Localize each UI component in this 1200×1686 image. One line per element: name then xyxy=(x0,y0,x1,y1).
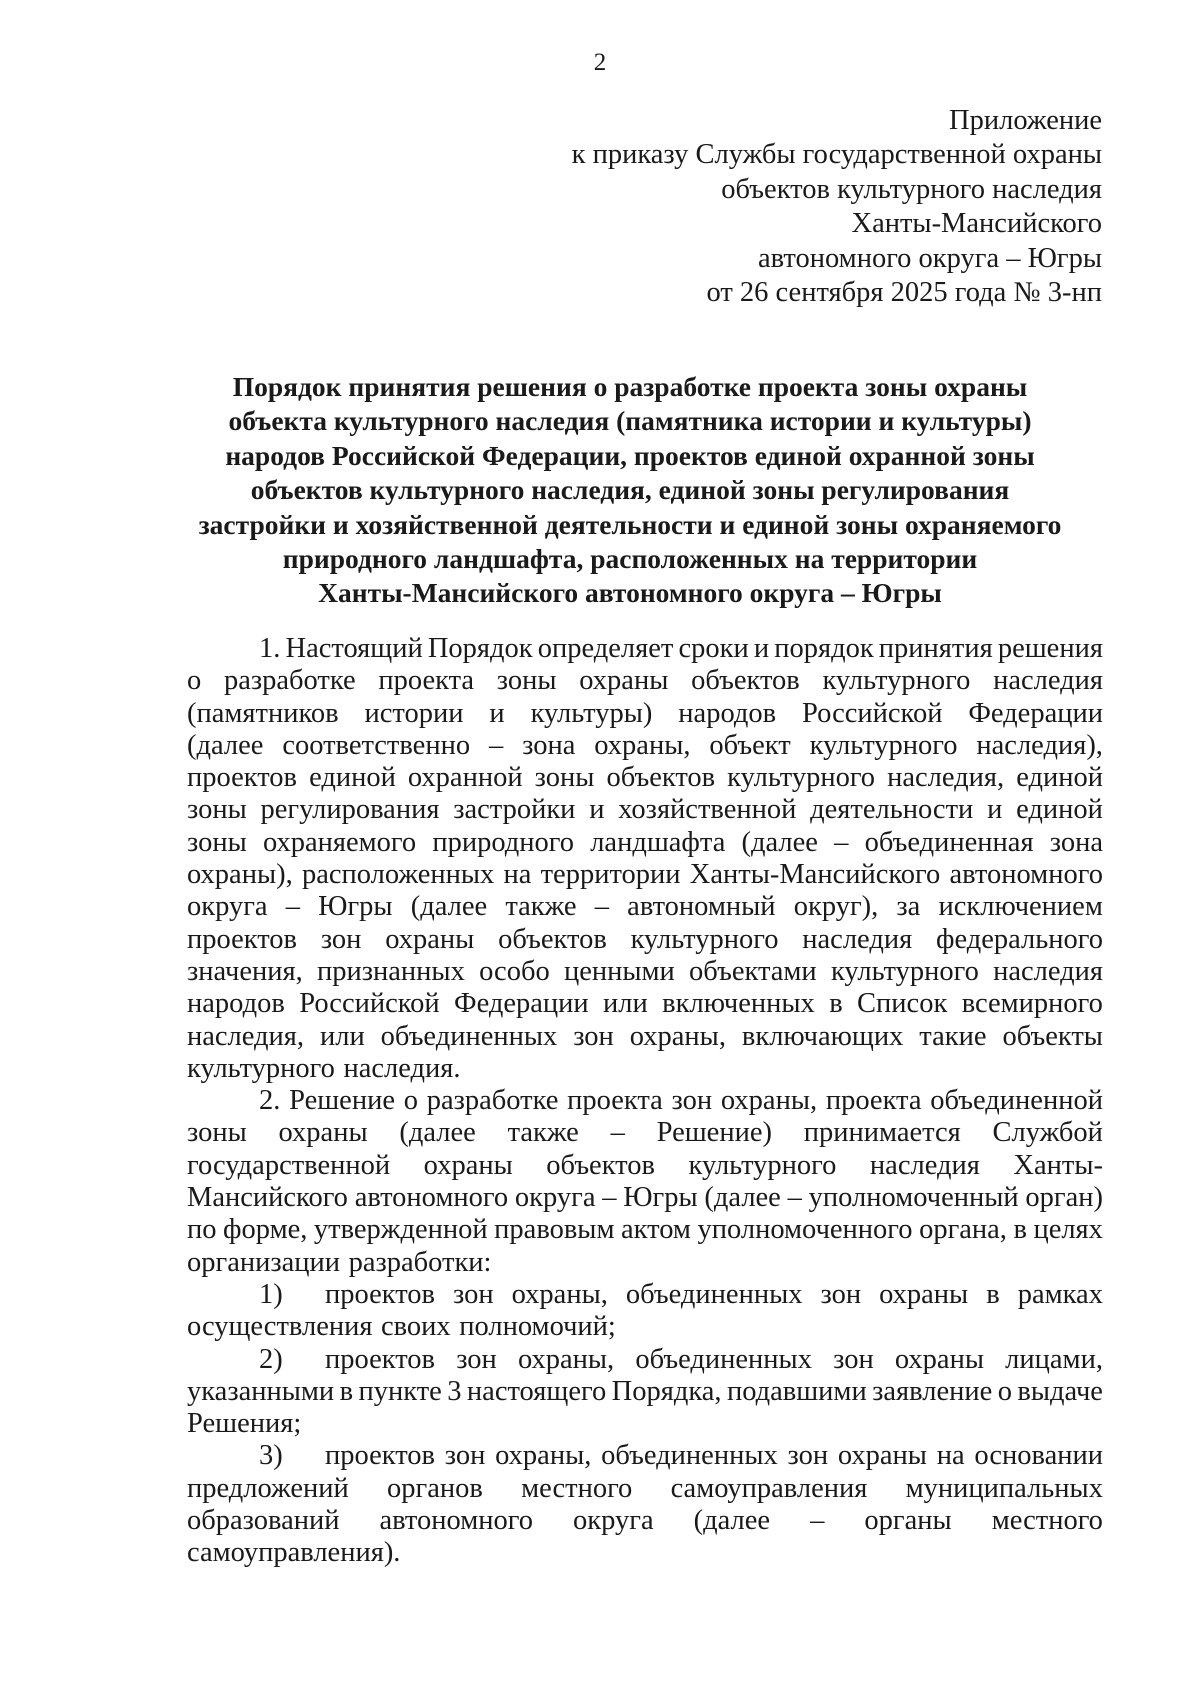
word: зон xyxy=(456,1343,497,1375)
word: объединенная xyxy=(864,826,1034,858)
word: деятельности xyxy=(810,794,974,826)
word: проекта xyxy=(567,1085,663,1117)
word: объектов xyxy=(546,1149,655,1181)
word: культурного xyxy=(727,762,876,794)
word: объединенных xyxy=(380,1020,558,1052)
paragraph-1 xyxy=(187,633,1103,1085)
word: о xyxy=(997,1375,1012,1407)
word: Федерации xyxy=(968,697,1103,729)
word: наследия), xyxy=(976,729,1103,761)
word: округ), xyxy=(793,891,879,923)
list-item-first-line xyxy=(187,1344,1103,1376)
word: разработки: xyxy=(348,1246,492,1278)
word: проектов xyxy=(187,923,298,955)
word: ценными xyxy=(563,955,675,987)
list-item-number: 2) xyxy=(259,1343,283,1375)
word: Решение xyxy=(289,1085,395,1117)
word: (далее xyxy=(399,1117,476,1149)
text-line xyxy=(187,1408,1103,1440)
title-line: природного ландшафта, расположенных на территории xyxy=(282,542,978,574)
word: Решение) xyxy=(656,1117,772,1149)
word: за xyxy=(896,891,921,923)
word: Порядок xyxy=(427,633,533,664)
word: принятия xyxy=(878,633,993,664)
word: – xyxy=(594,891,609,923)
word: местного xyxy=(991,1505,1103,1537)
word: зон xyxy=(320,923,362,955)
word: Федерации xyxy=(454,988,589,1020)
word: Список xyxy=(857,988,948,1020)
word: 3 xyxy=(447,1375,462,1407)
word: утвержденной xyxy=(313,1214,488,1246)
list-item-number: 3) xyxy=(259,1440,283,1472)
word: Порядка, xyxy=(611,1375,722,1407)
word: и xyxy=(489,697,505,729)
word: 2. xyxy=(259,1085,281,1117)
word: Мансийского xyxy=(187,1182,348,1214)
word: объединенной xyxy=(930,1085,1103,1117)
word: охраны xyxy=(423,1149,513,1181)
word: зоны xyxy=(534,762,595,794)
appendix-line: Приложение xyxy=(949,105,1102,136)
word: наследия xyxy=(869,1149,980,1181)
text-line xyxy=(187,698,1103,730)
word: охраны xyxy=(837,1440,927,1472)
word: и xyxy=(753,633,770,664)
word: единой xyxy=(1016,762,1103,794)
word: застройки xyxy=(453,794,576,826)
word: включающих xyxy=(741,1020,904,1052)
title-line: объекта культурного наследия (памятника истории и культуры) xyxy=(228,405,1032,437)
word: зоны xyxy=(187,826,247,858)
word: о xyxy=(187,665,202,697)
word: зон xyxy=(833,1343,874,1375)
word: культурного xyxy=(630,923,779,955)
text-line xyxy=(187,1021,1103,1053)
word: принимается xyxy=(803,1117,961,1149)
word: особо xyxy=(479,955,550,987)
word: органа, xyxy=(919,1214,1007,1246)
word: ландшафта xyxy=(590,826,726,858)
word: пункте xyxy=(358,1375,442,1407)
list-item-first-line xyxy=(187,1440,1103,1472)
word: наследия xyxy=(993,665,1103,697)
appendix-line: автономного округа – Югры xyxy=(757,242,1102,274)
word: в xyxy=(1013,1214,1027,1246)
text-line xyxy=(187,633,1103,665)
word: организации xyxy=(187,1246,341,1278)
word: и xyxy=(589,794,605,826)
word: – xyxy=(285,891,300,923)
word: уполномоченный xyxy=(808,1182,1019,1214)
text-line xyxy=(187,1214,1103,1246)
word: зона xyxy=(522,729,576,761)
word: решения xyxy=(997,633,1103,664)
list-item-3 xyxy=(187,1440,1103,1569)
word: включенных xyxy=(662,988,815,1020)
word: самоуправления). xyxy=(187,1537,401,1569)
word: объекты xyxy=(1002,1020,1103,1052)
word: объектов xyxy=(606,762,716,794)
word: форме, xyxy=(223,1214,308,1246)
text-line xyxy=(187,1473,1103,1505)
title-line: объектов культурного наследия, единой зоны регулирования xyxy=(250,474,1010,506)
text-line xyxy=(187,1376,1103,1408)
word: автономный xyxy=(627,891,776,923)
word: (памятников xyxy=(187,697,339,729)
word: (далее xyxy=(741,826,818,858)
word: Российской xyxy=(299,988,440,1020)
word: и xyxy=(987,794,1003,826)
word: охраняемого xyxy=(262,826,417,858)
word: о xyxy=(403,1085,418,1117)
word: зоны xyxy=(496,665,557,697)
title-line: Ханты-Мансийского автономного округа – Югры xyxy=(318,577,942,609)
word: наследия, xyxy=(187,1020,305,1052)
word: территории xyxy=(540,859,681,891)
word: Ханты-Мансийского xyxy=(689,859,941,891)
word: регулирования xyxy=(260,794,440,826)
word: зона xyxy=(1049,826,1103,858)
word: 1. xyxy=(259,633,281,664)
word: охраны, xyxy=(511,1278,608,1310)
text-line xyxy=(187,827,1103,859)
word: органы xyxy=(864,1505,952,1537)
word: охраны xyxy=(894,1343,984,1375)
word: хозяйственной xyxy=(618,794,797,826)
word: местного xyxy=(521,1472,633,1504)
text-line xyxy=(187,1505,1103,1537)
word: также xyxy=(507,1117,579,1149)
title-line: застройки и хозяйственной деятельности и единой зоны охраняемого xyxy=(198,508,1062,540)
word: объект xyxy=(709,729,791,761)
word: признанных xyxy=(317,955,465,987)
word: в xyxy=(829,988,843,1020)
word: (далее xyxy=(410,891,488,923)
word: на xyxy=(936,1440,965,1472)
word: значения, xyxy=(187,955,303,987)
word: государственной xyxy=(187,1149,391,1181)
text-line xyxy=(187,1247,1103,1279)
word: единой xyxy=(309,762,396,794)
page-number: 2 xyxy=(593,49,607,76)
word: охраны, xyxy=(517,1343,615,1375)
word: – xyxy=(810,1505,825,1537)
word: зон xyxy=(787,1440,829,1472)
word: проектов xyxy=(325,1278,436,1310)
text-line xyxy=(187,1311,1103,1343)
appendix-header xyxy=(572,104,1102,310)
text-line xyxy=(187,665,1103,697)
word: выдаче xyxy=(1017,1375,1103,1407)
word: проектов xyxy=(187,762,298,794)
word: рамках xyxy=(1017,1278,1103,1310)
word: расположенных xyxy=(301,859,495,891)
word: автономного xyxy=(949,859,1103,891)
word: культурного xyxy=(187,1052,335,1084)
word: объектов xyxy=(691,665,800,697)
word: Службой xyxy=(992,1117,1103,1149)
word: орган) xyxy=(1025,1182,1103,1214)
text-line xyxy=(187,956,1103,988)
word: подавшими xyxy=(726,1375,867,1407)
word: – xyxy=(787,1182,802,1214)
list-item-number: 1) xyxy=(259,1278,283,1310)
word: в xyxy=(986,1278,1000,1310)
word: или xyxy=(603,988,648,1020)
word: уполномоченного xyxy=(697,1214,913,1246)
word: Югры xyxy=(623,1182,698,1214)
text-line xyxy=(325,1440,1103,1472)
word: порядок xyxy=(774,633,874,664)
word: зоны xyxy=(187,794,247,826)
appendix-line: Ханты-Мансийского xyxy=(851,208,1102,240)
appendix-line: к приказу Службы государственной охраны xyxy=(571,139,1102,171)
word: проектов xyxy=(325,1343,436,1375)
word: охраны), xyxy=(187,859,293,891)
paragraph-2 xyxy=(187,1085,1103,1279)
document-title xyxy=(150,370,1110,611)
text-line xyxy=(187,1150,1103,1182)
word: Российской xyxy=(802,697,943,729)
word: зон xyxy=(444,1440,486,1472)
title-line: Порядок принятия решения о разработке проекта зоны охраны xyxy=(232,371,1028,402)
word: зон xyxy=(453,1278,494,1310)
text-line xyxy=(187,1085,1103,1117)
word: такие xyxy=(919,1020,987,1052)
word: заявление xyxy=(872,1375,993,1407)
word: округа xyxy=(514,1182,596,1214)
word: зон xyxy=(671,1085,713,1117)
word: правовым xyxy=(494,1214,615,1246)
word: зон xyxy=(820,1278,862,1310)
text-line xyxy=(187,1117,1103,1149)
word: автономного xyxy=(379,1505,533,1537)
word: объединенных xyxy=(625,1278,803,1310)
word: федерального xyxy=(935,923,1103,955)
word: определяет xyxy=(537,633,674,664)
text-line xyxy=(187,988,1103,1020)
word: – xyxy=(834,826,849,858)
word: осуществления xyxy=(187,1311,373,1343)
word: – xyxy=(488,729,504,761)
word: муниципальных xyxy=(905,1472,1103,1504)
word: охраны xyxy=(879,1278,969,1310)
word: образований xyxy=(187,1505,340,1537)
word: (далее xyxy=(704,1182,781,1214)
word: (далее xyxy=(693,1505,771,1537)
word: объединенных xyxy=(601,1440,778,1472)
word: разработке xyxy=(223,665,356,697)
word: культурного xyxy=(822,665,971,697)
word: охраны, xyxy=(720,1085,818,1117)
word: народов xyxy=(678,697,777,729)
word: соответственно xyxy=(282,729,471,761)
text-line xyxy=(187,859,1103,891)
word: по xyxy=(187,1214,217,1246)
word: зон xyxy=(573,1020,614,1052)
word: наследия xyxy=(802,923,913,955)
word: автономного xyxy=(354,1182,509,1214)
text-line xyxy=(187,924,1103,956)
word: охранной xyxy=(407,762,523,794)
word: указанными xyxy=(187,1375,335,1407)
word: единой xyxy=(1016,794,1103,826)
word: полномочий; xyxy=(459,1311,616,1343)
word: объединенных xyxy=(635,1343,812,1375)
word: целях xyxy=(1033,1214,1103,1246)
word: – xyxy=(610,1117,625,1149)
word: лицами, xyxy=(1005,1343,1103,1375)
word: в xyxy=(339,1375,354,1407)
word: Настоящий xyxy=(285,633,423,664)
word: культурного xyxy=(830,955,979,987)
text-line xyxy=(187,1182,1103,1214)
word: (далее xyxy=(187,729,264,761)
word: – xyxy=(602,1182,617,1214)
word: предложений xyxy=(187,1472,349,1504)
word: основании xyxy=(974,1440,1103,1472)
word: народов xyxy=(187,988,285,1020)
word: культурного xyxy=(688,1149,837,1181)
word: наследия, xyxy=(887,762,1005,794)
word: проектов xyxy=(325,1440,436,1472)
word: проекта xyxy=(378,665,475,697)
text-line xyxy=(187,1053,1103,1085)
word: наследия. xyxy=(343,1052,461,1084)
word: или xyxy=(319,1020,365,1052)
word: охраны, xyxy=(629,1020,726,1052)
word: охраны xyxy=(385,923,475,955)
appendix-line: от 26 сентября 2025 года № 3-нп xyxy=(706,276,1102,308)
text-line xyxy=(187,891,1103,923)
text-line xyxy=(325,1344,1103,1376)
word: настоящего xyxy=(466,1375,607,1407)
word: округа xyxy=(573,1505,654,1537)
word: Ханты- xyxy=(1013,1149,1103,1181)
word: объектами xyxy=(689,955,817,987)
word: органов xyxy=(387,1472,483,1504)
word: проекта xyxy=(825,1085,922,1117)
word: самоуправления xyxy=(670,1472,868,1504)
word: охраны, xyxy=(495,1440,592,1472)
word: истории xyxy=(364,697,464,729)
word: охраны xyxy=(579,665,669,697)
word: зоны xyxy=(187,1117,247,1149)
word: охраны xyxy=(278,1117,368,1149)
word: природного xyxy=(432,826,575,858)
word: Югры xyxy=(318,891,393,923)
word: также xyxy=(505,891,577,923)
appendix-line: объектов культурного наследия xyxy=(721,173,1102,205)
word: Решения; xyxy=(187,1408,302,1440)
text-line xyxy=(187,730,1103,762)
text-line xyxy=(187,1537,1103,1569)
word: сроки xyxy=(678,633,749,664)
word: всемирного xyxy=(961,988,1103,1020)
list-item-2 xyxy=(187,1344,1103,1441)
title-line: народов Российской Федерации, проектов единой охранной зоны xyxy=(225,439,1035,471)
text-line xyxy=(187,794,1103,826)
word: округа xyxy=(187,891,268,923)
word: культурного xyxy=(809,729,958,761)
word: своих xyxy=(381,1311,451,1343)
word: на xyxy=(503,859,532,891)
word: объектов xyxy=(498,923,607,955)
word: разработке xyxy=(426,1085,559,1117)
word: охраны, xyxy=(594,729,691,761)
text-line xyxy=(187,762,1103,794)
word: культуры) xyxy=(530,697,653,729)
list-item-first-line xyxy=(187,1279,1103,1311)
word: исключением xyxy=(938,891,1103,923)
word: наследия xyxy=(993,955,1103,987)
text-line xyxy=(325,1279,1103,1311)
document-body xyxy=(187,633,1103,1570)
list-item-1 xyxy=(187,1279,1103,1344)
word: актом xyxy=(621,1214,691,1246)
